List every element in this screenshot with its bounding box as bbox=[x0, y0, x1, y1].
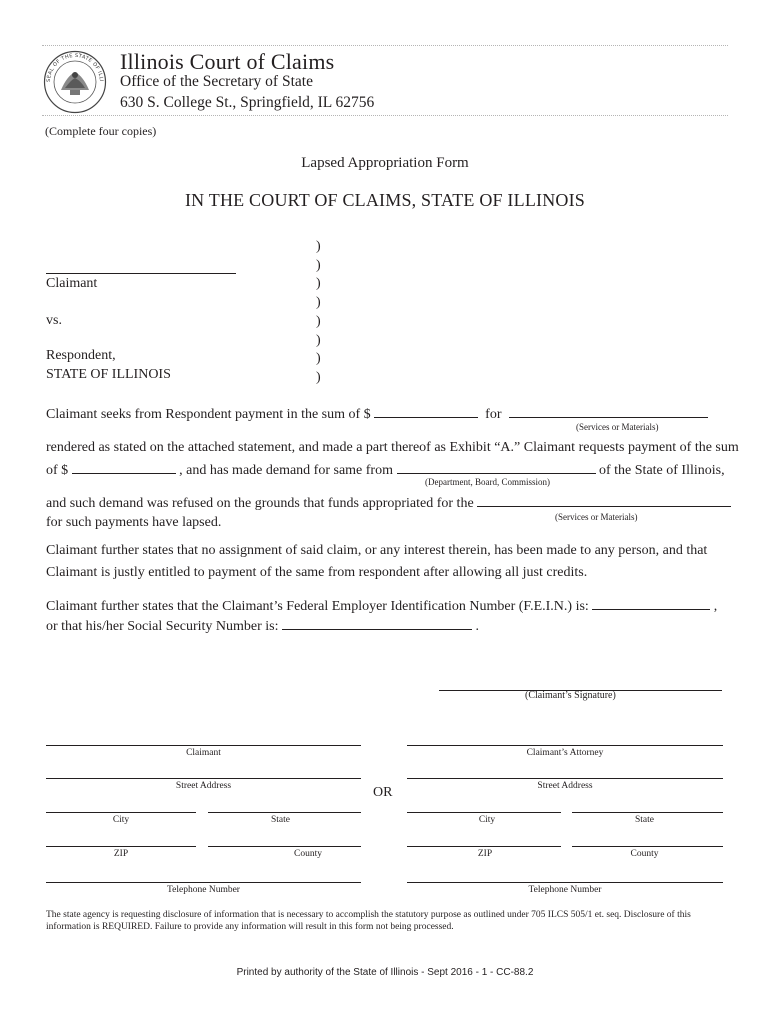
attorney-street-label: Street Address bbox=[537, 781, 593, 791]
paragraph-assignment-2: Claimant is justly entitled to payment of the same from respondent after allowing all just credits. bbox=[46, 565, 588, 580]
claimant-state-label: State bbox=[271, 815, 290, 825]
court-title: Illinois Court of Claims bbox=[120, 49, 335, 74]
paragraph-ssn: or that his/her Social Security Number is: . bbox=[46, 619, 480, 634]
office-name: Office of the Secretary of State bbox=[120, 73, 313, 90]
services-label-1: (Services or Materials) bbox=[576, 422, 659, 432]
or-label: OR bbox=[373, 785, 393, 800]
claimant-caption-label: Claimant bbox=[46, 276, 98, 291]
attorney-name-line[interactable] bbox=[407, 745, 723, 746]
claimant-county-label: County bbox=[294, 849, 322, 859]
claimant-street-label: Street Address bbox=[175, 781, 232, 791]
claimant-zip-label: ZIP bbox=[113, 849, 129, 859]
fein-field[interactable] bbox=[592, 597, 710, 610]
paragraph-sum: Claimant seeks from Respondent payment in the sum of $ for bbox=[46, 405, 708, 423]
attorney-phone-line[interactable] bbox=[407, 882, 723, 883]
paragraph-refused: and such demand was refused on the grounds that funds appropriated for the bbox=[46, 494, 731, 512]
signature-label: (Claimant’s Signature) bbox=[525, 690, 616, 701]
paragraph-assignment-1: Claimant further states that no assignment of said claim, or any interest therein, has been made to any person, and that bbox=[46, 543, 708, 558]
caption-parentheses: ) ) ) ) ) ) ) ) bbox=[316, 239, 321, 385]
claimant-zip-line[interactable] bbox=[46, 846, 196, 847]
claimant-name-line[interactable] bbox=[46, 745, 361, 746]
demand-sum-field[interactable] bbox=[72, 461, 176, 474]
claimant-county-line[interactable] bbox=[208, 846, 361, 847]
claimant-name-field[interactable] bbox=[46, 273, 236, 274]
department-field[interactable] bbox=[397, 461, 596, 474]
claimant-state-line[interactable] bbox=[208, 812, 361, 813]
services-field-1[interactable] bbox=[509, 405, 708, 418]
claimant-city-line[interactable] bbox=[46, 812, 196, 813]
ssn-field[interactable] bbox=[282, 617, 472, 630]
paragraph-rendered: rendered as stated on the attached statement, and made a part thereof as Exhibit “A.” Claimant requests payment of the sum bbox=[46, 440, 739, 455]
sum-field[interactable] bbox=[374, 405, 478, 418]
claimant-label: Claimant bbox=[186, 748, 221, 758]
attorney-street-line[interactable] bbox=[407, 778, 723, 779]
paragraph-lapsed: for such payments have lapsed. bbox=[46, 515, 222, 530]
claimant-phone-label: Telephone Number bbox=[167, 885, 240, 895]
footer-printed-by: Printed by authority of the State of Illinois - Sept 2016 - 1 - CC-88.2 bbox=[236, 967, 534, 978]
claimant-street-line[interactable] bbox=[46, 778, 361, 779]
paragraph-fein: Claimant further states that the Claimant’s Federal Employer Identification Number (F.E.I.N.) is: , bbox=[46, 599, 718, 614]
court-heading: IN THE COURT OF CLAIMS, STATE OF ILLINOIS bbox=[184, 190, 586, 210]
header-bottom-rule bbox=[42, 115, 728, 116]
claimant-city-label: City bbox=[112, 815, 130, 825]
respondent-label: Respondent, bbox=[46, 348, 116, 363]
office-address: 630 S. College St., Springfield, IL 62756 bbox=[120, 94, 375, 111]
attorney-state-line[interactable] bbox=[572, 812, 723, 813]
attorney-city-label: City bbox=[478, 815, 496, 825]
attorney-zip-label: ZIP bbox=[477, 849, 493, 859]
state-seal bbox=[43, 50, 107, 114]
vs-label: vs. bbox=[46, 313, 62, 328]
seal-lettering: SEAL OF THE STATE OF ILLI bbox=[45, 52, 105, 83]
paragraph-demand: of $ , and has made demand for same from of the State of Illinois, bbox=[46, 463, 725, 478]
copies-note: (Complete four copies) bbox=[45, 124, 157, 138]
claimant-phone-line[interactable] bbox=[46, 882, 361, 883]
attorney-zip-line[interactable] bbox=[407, 846, 561, 847]
state-of-illinois-label: STATE OF ILLINOIS bbox=[46, 367, 171, 382]
attorney-county-label: County bbox=[630, 849, 659, 859]
services-label-2: (Services or Materials) bbox=[555, 512, 638, 522]
attorney-phone-label: Telephone Number bbox=[528, 885, 602, 895]
attorney-city-line[interactable] bbox=[407, 812, 561, 813]
department-label: (Department, Board, Commission) bbox=[425, 477, 550, 487]
attorney-label: Claimant’s Attorney bbox=[526, 748, 604, 758]
header-top-rule bbox=[42, 45, 728, 46]
services-field-2[interactable] bbox=[477, 494, 731, 507]
attorney-county-line[interactable] bbox=[572, 846, 723, 847]
form-name: Lapsed Appropriation Form bbox=[301, 155, 469, 171]
disclosure-notice: The state agency is requesting disclosure of information that is necessary to accomplish the statutory purpose as outlined under 705 ILCS 505/1 et. seq. Disclosure of this information is REQUIRED. Failure to provide any information will result in this form not being processed. bbox=[46, 910, 691, 932]
attorney-state-label: State bbox=[635, 815, 654, 825]
